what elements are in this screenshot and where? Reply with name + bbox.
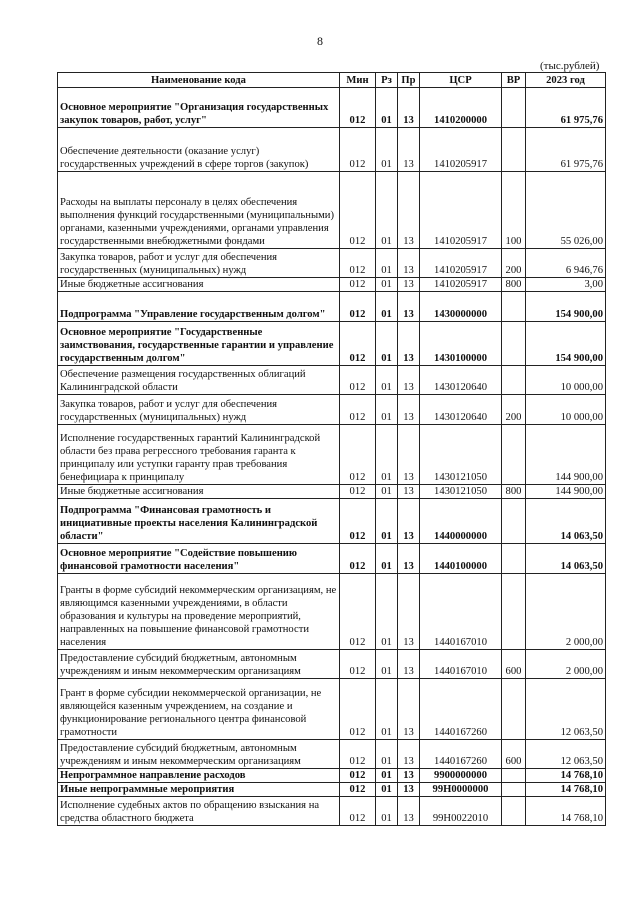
header-min: Мин xyxy=(340,73,376,88)
cell-rz: 01 xyxy=(376,499,398,544)
cell-name: Иные бюджетные ассигнования xyxy=(58,485,340,499)
cell-csr: 1410205917 xyxy=(420,128,502,172)
cell-name: Исполнение судебных актов по обращению взыскания на средства областного бюджета xyxy=(58,797,340,826)
cell-csr: 1440167010 xyxy=(420,650,502,679)
cell-min: 012 xyxy=(340,88,376,128)
cell-min: 012 xyxy=(340,425,376,485)
table-row xyxy=(58,485,606,499)
cell-rz: 01 xyxy=(376,783,398,797)
cell-vr xyxy=(502,769,526,783)
cell-csr: 1410205917 xyxy=(420,249,502,278)
table-row xyxy=(58,783,606,797)
cell-name: Закупка товаров, работ и услуг для обеспечения государственных (муниципальных) нужд xyxy=(58,249,340,278)
cell-vr xyxy=(502,128,526,172)
cell-name: Грант в форме субсидии некоммерческой организации, не являющейся казенным учреждением, на создание и функционирование регионального центра финансовой грамотности xyxy=(58,679,340,740)
cell-amount: 10 000,00 xyxy=(526,366,606,395)
cell-min: 012 xyxy=(340,172,376,249)
cell-amount: 154 900,00 xyxy=(526,292,606,322)
cell-pr: 13 xyxy=(398,740,420,769)
header-pr: Пр xyxy=(398,73,420,88)
cell-name: Исполнение государственных гарантий Калининградской области без права регрессного требования гаранта к принципалу или уступки гаранту прав требования бенефициара к принципалу xyxy=(58,425,340,485)
cell-pr: 13 xyxy=(398,425,420,485)
cell-name: Расходы на выплаты персоналу в целях обеспечения выполнения функций государственными (муниципальными) органами, казенными учреждениями, органами управления государственными внебюджетными фондами xyxy=(58,172,340,249)
cell-vr xyxy=(502,366,526,395)
cell-rz: 01 xyxy=(376,88,398,128)
cell-pr: 13 xyxy=(398,499,420,544)
cell-pr: 13 xyxy=(398,292,420,322)
cell-csr: 1440167010 xyxy=(420,574,502,650)
cell-amount: 14 768,10 xyxy=(526,797,606,826)
table-row xyxy=(58,88,606,128)
page-number: 8 xyxy=(317,34,323,48)
cell-min: 012 xyxy=(340,292,376,322)
cell-vr xyxy=(502,797,526,826)
table-row xyxy=(58,425,606,485)
cell-vr xyxy=(502,88,526,128)
cell-amount: 14 063,50 xyxy=(526,544,606,574)
cell-min: 012 xyxy=(340,679,376,740)
cell-vr: 200 xyxy=(502,395,526,425)
table-row xyxy=(58,499,606,544)
cell-name: Иные непрограммные мероприятия xyxy=(58,783,340,797)
cell-min: 012 xyxy=(340,574,376,650)
cell-min: 012 xyxy=(340,485,376,499)
cell-vr: 600 xyxy=(502,740,526,769)
cell-pr: 13 xyxy=(398,322,420,366)
cell-min: 012 xyxy=(340,278,376,292)
cell-csr: 1430121050 xyxy=(420,425,502,485)
cell-rz: 01 xyxy=(376,322,398,366)
cell-amount: 144 900,00 xyxy=(526,425,606,485)
cell-pr: 13 xyxy=(398,679,420,740)
budget-table xyxy=(57,72,606,826)
cell-rz: 01 xyxy=(376,544,398,574)
cell-name: Предоставление субсидий бюджетным, автономным учреждениям и иным некоммерческим организациям xyxy=(58,650,340,679)
cell-amount: 61 975,76 xyxy=(526,128,606,172)
table-row xyxy=(58,249,606,278)
cell-pr: 13 xyxy=(398,249,420,278)
cell-name: Предоставление субсидий бюджетным, автономным учреждениям и иным некоммерческим организациям xyxy=(58,740,340,769)
cell-csr: 1440167260 xyxy=(420,740,502,769)
cell-csr: 9900000000 xyxy=(420,769,502,783)
cell-amount: 14 768,10 xyxy=(526,783,606,797)
cell-pr: 13 xyxy=(398,769,420,783)
cell-amount: 144 900,00 xyxy=(526,485,606,499)
cell-rz: 01 xyxy=(376,278,398,292)
cell-pr: 13 xyxy=(398,783,420,797)
table-row xyxy=(58,395,606,425)
cell-vr: 800 xyxy=(502,278,526,292)
cell-name: Обеспечение размещения государственных облигаций Калининградской области xyxy=(58,366,340,395)
cell-rz: 01 xyxy=(376,249,398,278)
table-row xyxy=(58,740,606,769)
table-row xyxy=(58,366,606,395)
cell-amount: 12 063,50 xyxy=(526,740,606,769)
cell-vr xyxy=(502,783,526,797)
cell-min: 012 xyxy=(340,769,376,783)
cell-csr: 99Н0000000 xyxy=(420,783,502,797)
cell-name: Подпрограмма "Управление государственным долгом" xyxy=(58,292,340,322)
cell-amount: 12 063,50 xyxy=(526,679,606,740)
cell-rz: 01 xyxy=(376,172,398,249)
cell-amount: 3,00 xyxy=(526,278,606,292)
cell-vr: 100 xyxy=(502,172,526,249)
table-row xyxy=(58,650,606,679)
cell-csr: 1440100000 xyxy=(420,544,502,574)
cell-csr: 1440000000 xyxy=(420,499,502,544)
cell-vr xyxy=(502,425,526,485)
header-vr: ВР xyxy=(502,73,526,88)
table-row xyxy=(58,544,606,574)
cell-min: 012 xyxy=(340,128,376,172)
cell-min: 012 xyxy=(340,366,376,395)
cell-csr: 99Н0022010 xyxy=(420,797,502,826)
cell-name: Основное мероприятие "Содействие повышению финансовой грамотности населения" xyxy=(58,544,340,574)
cell-min: 012 xyxy=(340,322,376,366)
cell-pr: 13 xyxy=(398,574,420,650)
cell-csr: 1410200000 xyxy=(420,88,502,128)
cell-amount: 154 900,00 xyxy=(526,322,606,366)
cell-amount: 6 946,76 xyxy=(526,249,606,278)
cell-vr: 800 xyxy=(502,485,526,499)
cell-rz: 01 xyxy=(376,679,398,740)
cell-min: 012 xyxy=(340,650,376,679)
cell-min: 012 xyxy=(340,740,376,769)
cell-min: 012 xyxy=(340,249,376,278)
cell-min: 012 xyxy=(340,797,376,826)
cell-rz: 01 xyxy=(376,128,398,172)
cell-vr: 600 xyxy=(502,650,526,679)
table-row xyxy=(58,292,606,322)
cell-vr xyxy=(502,679,526,740)
cell-pr: 13 xyxy=(398,544,420,574)
header-rz: Рз xyxy=(376,73,398,88)
cell-amount: 10 000,00 xyxy=(526,395,606,425)
cell-csr: 1410205917 xyxy=(420,172,502,249)
cell-amount: 2 000,00 xyxy=(526,650,606,679)
units-label: (тыс.рублей) xyxy=(540,60,600,72)
cell-vr xyxy=(502,574,526,650)
cell-csr: 1440167260 xyxy=(420,679,502,740)
cell-pr: 13 xyxy=(398,366,420,395)
cell-pr: 13 xyxy=(398,650,420,679)
cell-amount: 61 975,76 xyxy=(526,88,606,128)
cell-rz: 01 xyxy=(376,366,398,395)
table-row xyxy=(58,322,606,366)
cell-amount: 14 063,50 xyxy=(526,499,606,544)
cell-name: Иные бюджетные ассигнования xyxy=(58,278,340,292)
cell-rz: 01 xyxy=(376,425,398,485)
cell-name: Основное мероприятие "Организация государственных закупок товаров, работ, услуг" xyxy=(58,88,340,128)
cell-csr: 1430121050 xyxy=(420,485,502,499)
cell-name: Гранты в форме субсидий некоммерческим организациям, не являющимся казенными учреждениями, в области образования и культуры на проведение мероприятий, направленных на повышение финансовой грамотности населения xyxy=(58,574,340,650)
cell-csr: 1430000000 xyxy=(420,292,502,322)
cell-rz: 01 xyxy=(376,740,398,769)
header-year: 2023 год xyxy=(526,73,606,88)
cell-csr: 1430120640 xyxy=(420,366,502,395)
cell-rz: 01 xyxy=(376,797,398,826)
table-row xyxy=(58,797,606,826)
cell-pr: 13 xyxy=(398,278,420,292)
table-row xyxy=(58,769,606,783)
table-row xyxy=(58,574,606,650)
cell-csr: 1430100000 xyxy=(420,322,502,366)
cell-amount: 55 026,00 xyxy=(526,172,606,249)
cell-amount: 14 768,10 xyxy=(526,769,606,783)
cell-rz: 01 xyxy=(376,574,398,650)
cell-min: 012 xyxy=(340,395,376,425)
cell-vr xyxy=(502,322,526,366)
cell-pr: 13 xyxy=(398,797,420,826)
cell-name: Основное мероприятие "Государственные заимствования, государственные гарантии и управление государственным долгом" xyxy=(58,322,340,366)
cell-pr: 13 xyxy=(398,88,420,128)
header-name: Наименование кода xyxy=(58,73,340,88)
cell-pr: 13 xyxy=(398,485,420,499)
cell-name: Подпрограмма "Финансовая грамотность и инициативные проекты населения Калининградской области" xyxy=(58,499,340,544)
table-row xyxy=(58,278,606,292)
cell-rz: 01 xyxy=(376,395,398,425)
cell-pr: 13 xyxy=(398,395,420,425)
cell-amount: 2 000,00 xyxy=(526,574,606,650)
cell-vr xyxy=(502,499,526,544)
cell-vr xyxy=(502,292,526,322)
table-header-row xyxy=(58,73,606,88)
cell-vr xyxy=(502,544,526,574)
header-csr: ЦСР xyxy=(420,73,502,88)
table-row xyxy=(58,679,606,740)
cell-min: 012 xyxy=(340,783,376,797)
table-row xyxy=(58,172,606,249)
cell-name: Непрограммное направление расходов xyxy=(58,769,340,783)
cell-rz: 01 xyxy=(376,292,398,322)
cell-pr: 13 xyxy=(398,128,420,172)
cell-rz: 01 xyxy=(376,485,398,499)
cell-rz: 01 xyxy=(376,650,398,679)
cell-csr: 1410205917 xyxy=(420,278,502,292)
cell-pr: 13 xyxy=(398,172,420,249)
cell-csr: 1430120640 xyxy=(420,395,502,425)
cell-rz: 01 xyxy=(376,769,398,783)
cell-name: Обеспечение деятельности (оказание услуг) государственных учреждений в сфере торгов (закупок) xyxy=(58,128,340,172)
cell-name: Закупка товаров, работ и услуг для обеспечения государственных (муниципальных) нужд xyxy=(58,395,340,425)
table-row xyxy=(58,128,606,172)
cell-min: 012 xyxy=(340,499,376,544)
cell-min: 012 xyxy=(340,544,376,574)
cell-vr: 200 xyxy=(502,249,526,278)
